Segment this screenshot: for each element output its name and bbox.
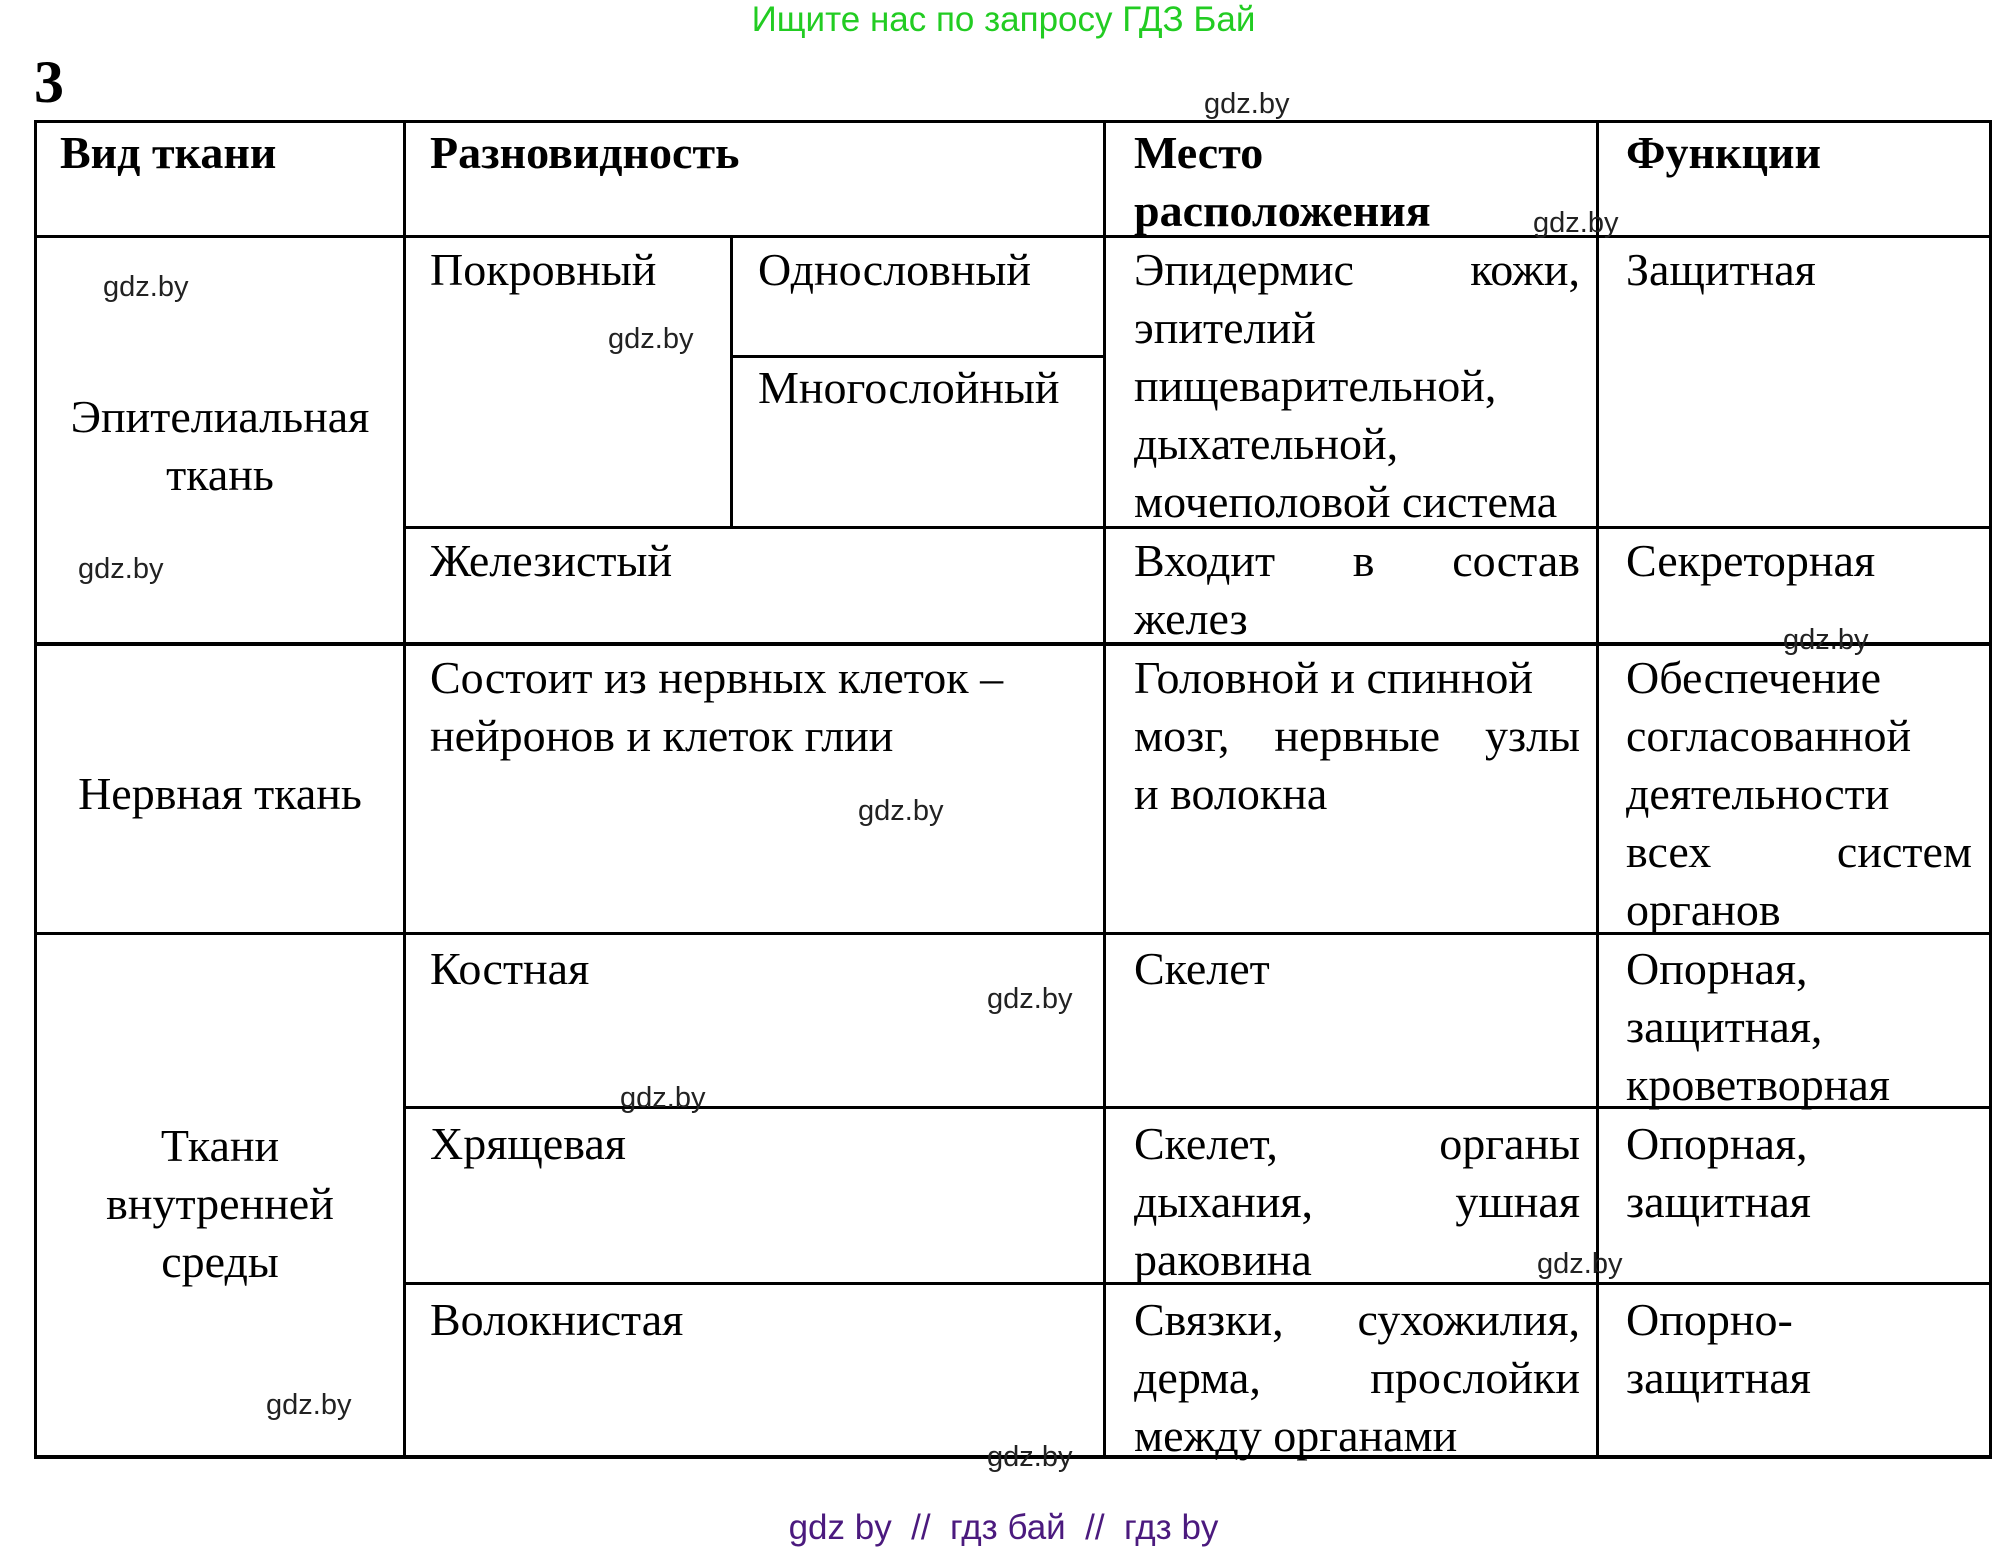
row-divider-nervous (34, 642, 1992, 646)
footer-links: gdz by // гдз бай // гдз by (788, 1508, 1219, 1547)
variety-multi-layer: Многослойный (758, 362, 1060, 413)
search-banner: Ищите нас по запросу ГДЗ Бай (751, 0, 1256, 39)
variety-cartilage: Хрящевая (430, 1118, 626, 1169)
function-nervous: Обеспечение согласованной деятельности всех систем органов (1626, 652, 1972, 935)
table-border-right (1989, 120, 1992, 1459)
watermark: gdz.by (266, 1389, 352, 1421)
task-number: 3 (34, 49, 64, 115)
tissue-epithelial: Эпителиальная ткань (70, 391, 370, 500)
watermark: gdz.by (78, 553, 164, 585)
variety-single-layer: Однословный (758, 244, 1032, 295)
location-fibrous: Связки, сухожилия, дерма, прослойки между органами (1134, 1294, 1580, 1461)
function-covering: Защитная (1626, 244, 1816, 295)
tissue-nervous: Нервная ткань (78, 768, 362, 819)
variety-glandular: Железистый (430, 535, 673, 586)
function-fibrous: Опорно- защитная (1626, 1294, 1811, 1403)
location-cartilage: Скелет, органы дыхания, ушная раковина (1134, 1118, 1580, 1285)
watermark: gdz.by (987, 983, 1073, 1015)
watermark: gdz.by (1783, 624, 1869, 656)
variety-nervous: Состоит из нервных клеток – нейронов и клеток глии (430, 652, 1004, 761)
function-glandular: Секреторная (1626, 535, 1876, 586)
header-tissue-type: Вид ткани (60, 127, 277, 178)
watermark: gdz.by (620, 1082, 706, 1114)
function-bone: Опорная, защитная, кроветворная (1626, 943, 1890, 1110)
subrow-divider-layers (731, 355, 1105, 358)
table-border-top (34, 120, 1992, 123)
location-covering: Эпидермис кожи, эпителий пищеварительной, дыхательной, мочеполовой система (1134, 244, 1580, 527)
col-divider-1 (403, 120, 406, 1459)
watermark: gdz.by (987, 1441, 1073, 1473)
watermark: gdz.by (608, 323, 694, 355)
header-functions: Функции (1626, 127, 1822, 178)
watermark: gdz.by (1537, 1248, 1623, 1280)
function-cartilage: Опорная, защитная (1626, 1118, 1811, 1227)
col-divider-2 (1103, 120, 1106, 1459)
watermark: gdz.by (858, 795, 944, 827)
tissue-internal: Ткани внутренней среды (106, 1120, 334, 1287)
variety-fibrous: Волокнистая (430, 1294, 684, 1345)
location-nervous: Головной и спинной мозг, нервные узлы и волокна (1134, 652, 1580, 819)
watermark: gdz.by (1533, 207, 1619, 239)
location-bone: Скелет (1134, 943, 1270, 994)
header-variety: Разновидность (430, 127, 740, 178)
variety-bone: Костная (430, 943, 590, 994)
row-divider-header (34, 235, 1992, 238)
watermark: gdz.by (103, 271, 189, 303)
header-location: Место расположения (1134, 127, 1431, 236)
variety-covering: Покровный (430, 244, 657, 295)
location-glandular: Входит в состав желез (1134, 535, 1580, 644)
watermark: gdz.by (1204, 88, 1290, 120)
subcol-divider (730, 236, 733, 528)
